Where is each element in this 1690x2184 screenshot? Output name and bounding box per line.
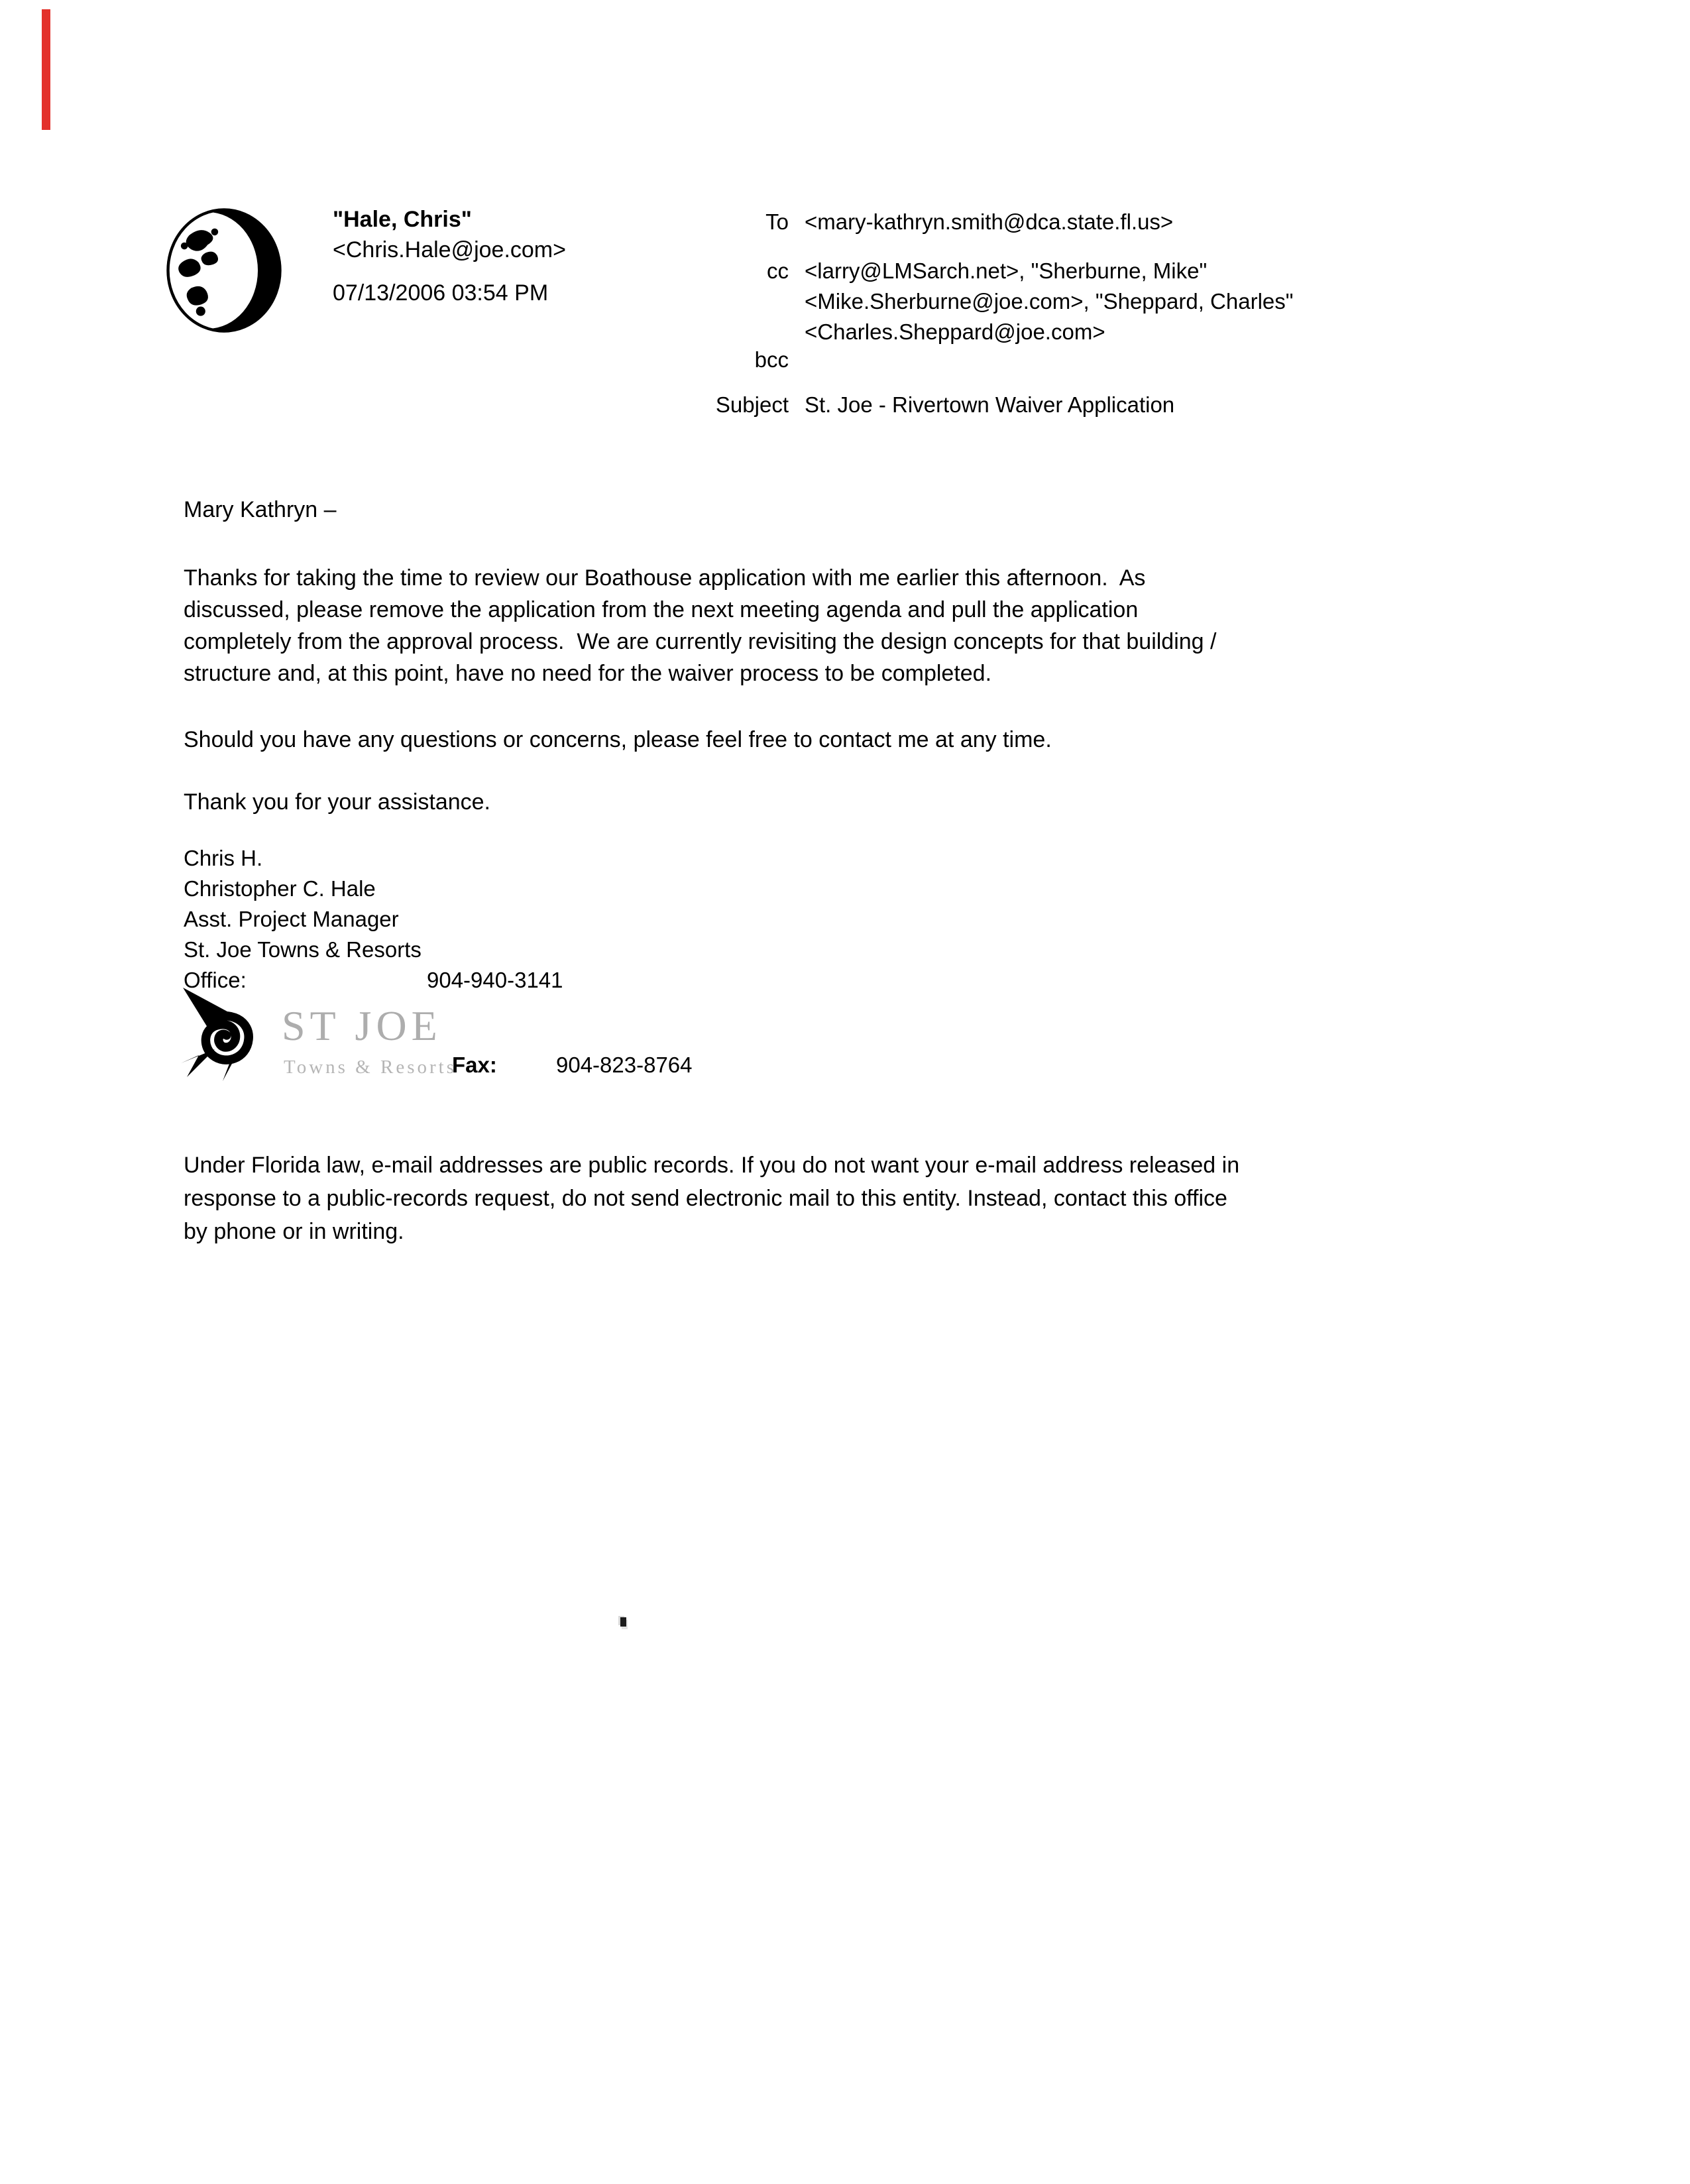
subject-label: Subject <box>715 392 789 417</box>
sender-email: <Chris.Hale@joe.com> <box>333 237 566 262</box>
body-line: discussed, please remove the application from the next meeting agenda and pull the application <box>184 597 1139 622</box>
signature-line: Chris H. <box>184 846 263 870</box>
salutation: Mary Kathryn – <box>184 497 337 522</box>
office-phone: 904-940-3141 <box>427 968 563 992</box>
public-records-disclaimer <box>184 1149 1239 1248</box>
signature-block <box>184 843 563 996</box>
signature-line: Asst. Project Manager <box>184 907 399 931</box>
stjoe-bird-logo-icon <box>179 985 278 1086</box>
stjoe-logo-tagline: Towns & Resorts <box>284 1057 457 1078</box>
body-paragraph-3: Thank you for your assistance. <box>184 789 491 815</box>
cc-value-line: <Charles.Sheppard@joe.com> <box>805 319 1105 344</box>
scan-red-mark <box>42 9 50 130</box>
to-label: To <box>765 209 789 234</box>
signature-line: Christopher C. Hale <box>184 876 376 901</box>
body-line: completely from the approval process. We are currently revisiting the design concepts for that building / <box>184 629 1217 654</box>
stjoe-logo-wordmark: ST JOE <box>282 1002 442 1049</box>
cc-value <box>805 256 1293 347</box>
cc-value-line: <larry@LMSarch.net>, "Sherburne, Mike" <box>805 259 1208 283</box>
disclaimer-line: by phone or in writing. <box>184 1219 404 1244</box>
signature-line: St. Joe Towns & Resorts <box>184 937 422 962</box>
body-line: Thanks for taking the time to review our Boathouse application with me earlier this afternoon. As <box>184 565 1146 591</box>
body-paragraph-1 <box>184 562 1216 689</box>
globe-icon <box>166 205 282 335</box>
bcc-label: bcc <box>754 347 789 372</box>
cc-label: cc <box>767 259 789 283</box>
subject-row <box>689 390 1174 420</box>
disclaimer-line: Under Florida law, e-mail addresses are public records. If you do not want your e-mail address released in <box>184 1153 1240 1178</box>
sender-name: "Hale, Chris" <box>333 207 472 232</box>
scan-speck-artifact <box>620 1617 626 1627</box>
body-line: structure and, at this point, have no need for the waiver process to be completed. <box>184 661 992 686</box>
to-value: <mary-kathryn.smith@dca.state.fl.us> <box>805 209 1174 234</box>
cc-row <box>689 256 1293 347</box>
fax-label: Fax: <box>452 1053 497 1077</box>
fax-phone: 904-823-8764 <box>556 1053 693 1077</box>
sender-block <box>333 204 566 308</box>
body-paragraph-2: Should you have any questions or concerns, please feel free to contact me at any time. <box>184 727 1052 752</box>
bcc-row <box>689 345 805 375</box>
to-row <box>689 207 1173 237</box>
office-label: Office: <box>184 968 247 992</box>
sent-datetime: 07/13/2006 03:54 PM <box>333 280 549 306</box>
cc-value-line: <Mike.Sherburne@joe.com>, "Sheppard, Charles" <box>805 289 1294 314</box>
subject-value: St. Joe - Rivertown Waiver Application <box>805 392 1175 417</box>
disclaimer-line: response to a public-records request, do not send electronic mail to this entity. Instead, contact this office <box>184 1186 1227 1211</box>
